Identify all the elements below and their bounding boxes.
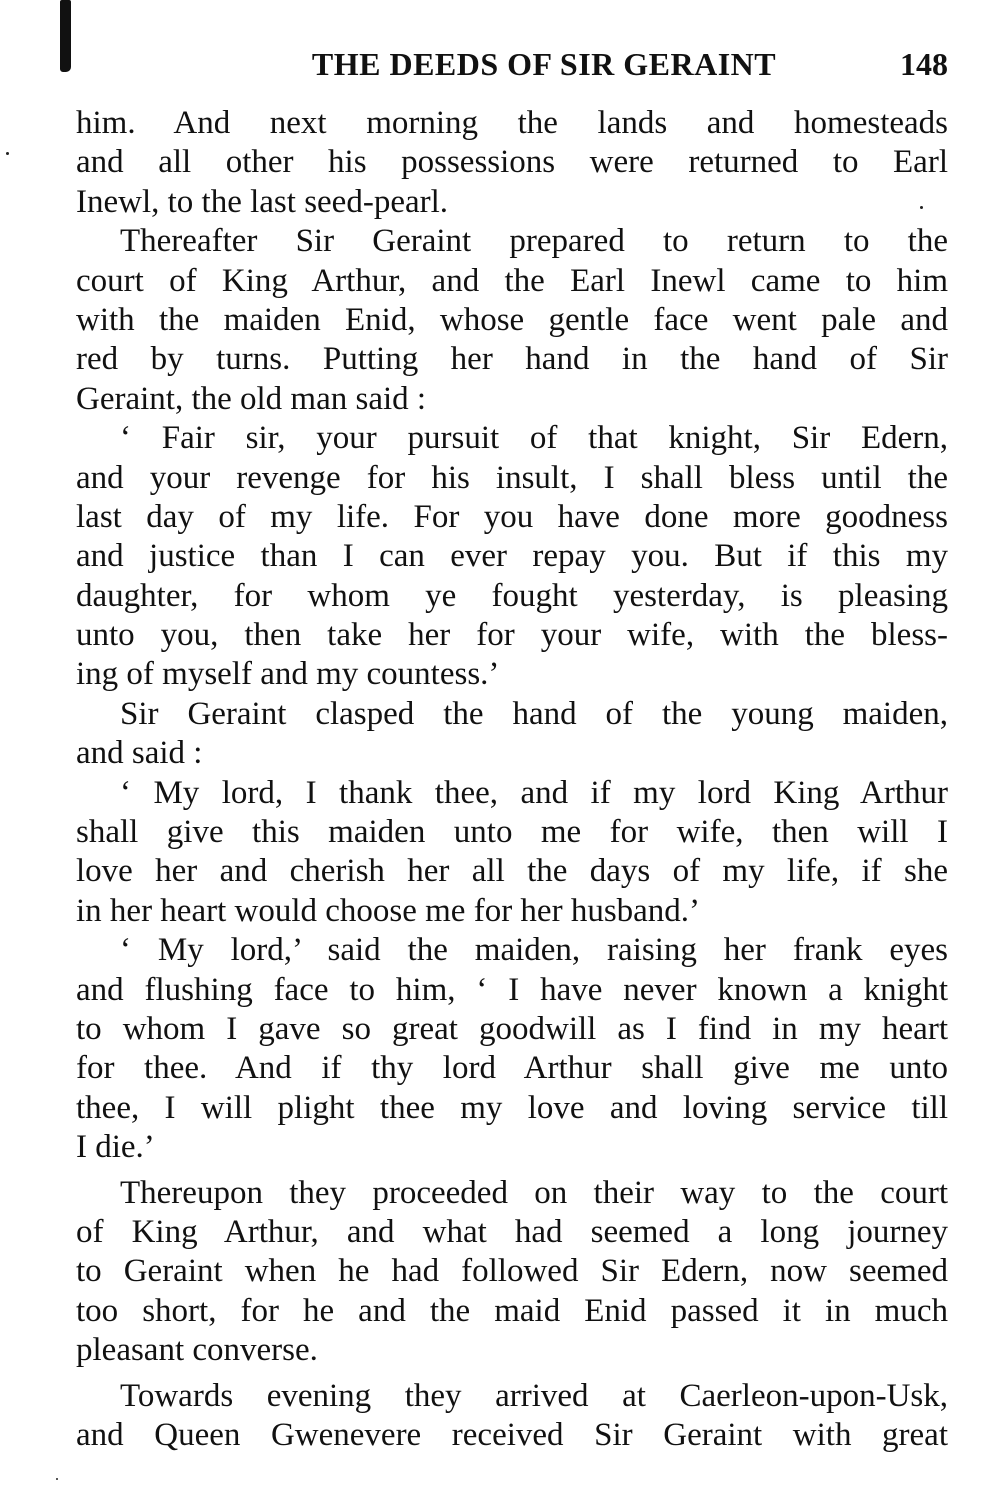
text-line: for thee. And if thy lord Arthur shall give me unto [76,1050,948,1087]
text-line: and flushing face to him, ‘ I have never known a knight [76,971,948,1008]
page-header [76,42,948,86]
text-line: to whom I gave so great goodwill as I find in my heart [76,1010,948,1047]
text-line: last day of my life. For you have done more goodness [76,498,948,535]
text-line: and Queen Gwenevere received Sir Geraint with great [76,1416,948,1453]
text-line: I die.’ [76,1129,155,1166]
text-line: Sir Geraint clasped the hand of the young maiden, [120,695,948,732]
page-number: 148 [900,46,948,82]
text-line: Inewl, to the last seed-pearl. [76,183,449,220]
text-line: shall give this maiden unto me for wife, then will I [76,814,948,851]
text-line: pleasant converse. [76,1332,318,1369]
text-line: in her heart would choose me for her husband.’ [76,892,701,929]
ink-speck [56,1478,58,1480]
ink-speck [6,152,9,155]
text-line: and your revenge for his insult, I shall bless until the [76,459,948,496]
text-line: daughter, for whom ye fought yesterday, is pleasing [76,577,948,614]
text-line: and said : [76,735,203,772]
text-line: thee, I will plight thee my love and loving service till [76,1089,948,1126]
text-line: Towards evening they arrived at Caerleon-upon-Usk, [120,1377,948,1414]
running-head: THE DEEDS OF SIR GERAINT [311,46,777,82]
text-line: ‘ My lord,’ said the maiden, raising her frank eyes [120,932,948,969]
text-line: with the maiden Enid, whose gentle face went pale and [76,301,948,338]
text-line: ing of myself and my countess.’ [76,656,500,693]
text-line: and justice than I can ever repay you. But if this my [76,538,948,575]
text-line: Geraint, the old man said : [76,380,427,417]
text-line: ‘ My lord, I thank thee, and if my lord King Arthur [120,774,948,811]
text-line: red by turns. Putting her hand in the hand of Sir [76,341,948,378]
text-line: unto you, then take her for your wife, with the bless- [76,617,948,654]
text-line: him. And next morning the lands and homesteads [76,105,948,141]
text-line: to Geraint when he had followed Sir Edern, now seemed [76,1253,948,1290]
text-line: Thereupon they proceeded on their way to the court [120,1174,948,1211]
margin-ink-mark [60,0,71,72]
text-line: of King Arthur, and what had seemed a long journey [76,1213,948,1250]
text-line: court of King Arthur, and the Earl Inewl came to him [76,262,948,299]
text-line: love her and cherish her all the days of my life, if she [76,853,948,890]
text-line: Thereafter Sir Geraint prepared to return to the [120,223,948,260]
text-line: and all other his possessions were returned to Earl [76,144,948,181]
text-line: ‘ Fair sir, your pursuit of that knight, Sir Edern, [120,420,948,457]
text-line: too short, for he and the maid Enid passed it in much [76,1292,948,1329]
body-text [76,104,948,1455]
ink-speck [920,206,923,209]
